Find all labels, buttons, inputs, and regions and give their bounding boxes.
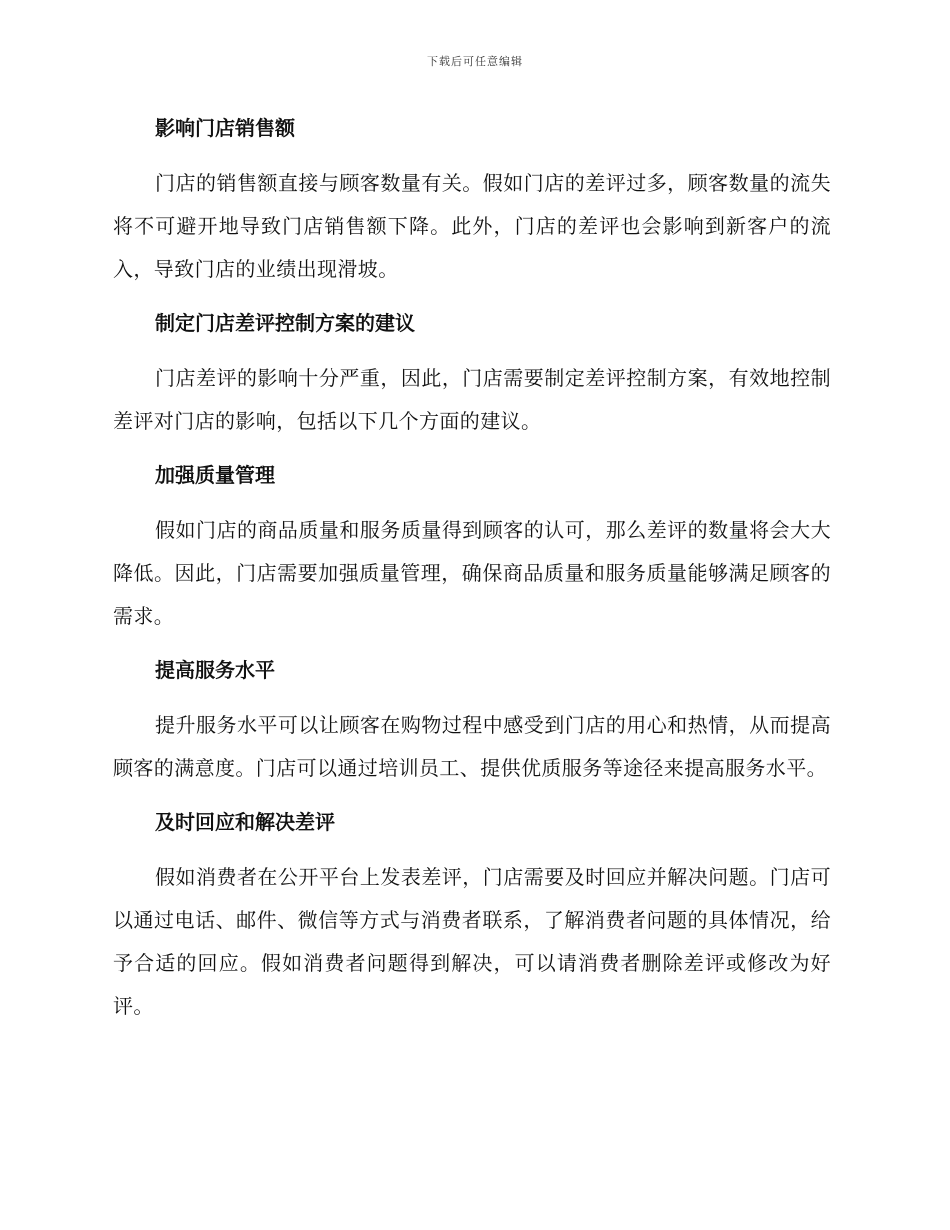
section-heading: 影响门店销售额: [155, 116, 295, 140]
section-heading: 提高服务水平: [155, 658, 275, 682]
section-heading: 及时回应和解决差评: [155, 810, 335, 834]
section-control-plan: [113, 303, 831, 443]
section-quality-management: [113, 455, 831, 638]
section-heading: 加强质量管理: [155, 463, 275, 487]
section-service-level: [113, 650, 831, 790]
section-paragraph: 假如消费者在公开平台上发表差评，门店需要及时回应并解决问题。门店可以通过电话、邮件、微信等方式与消费者联系，了解消费者问题的具体情况，给予合适的回应。假如消费者问题得到解决，可以请消费者删除差评或修改为好评。: [113, 865, 831, 1018]
section-sales-impact: [113, 108, 831, 291]
page-header-note: 下载后可任意编辑: [427, 55, 523, 68]
section-timely-response: [113, 802, 831, 1028]
section-paragraph: 门店差评的影响十分严重，因此，门店需要制定差评控制方案，有效地控制差评对门店的影响，包括以下几个方面的建议。: [113, 366, 831, 433]
section-paragraph: 门店的销售额直接与顾客数量有关。假如门店的差评过多，顾客数量的流失将不可避开地导致门店销售额下降。此外，门店的差评也会影响到新客户的流入，导致门店的业绩出现滑坡。: [113, 171, 831, 281]
section-paragraph: 假如门店的商品质量和服务质量得到顾客的认可，那么差评的数量将会大大降低。因此，门店需要加强质量管理，确保商品质量和服务质量能够满足顾客的需求。: [113, 518, 831, 628]
document-content: [113, 108, 831, 1040]
section-paragraph: 提升服务水平可以让顾客在购物过程中感受到门店的用心和热情，从而提高顾客的满意度。门店可以通过培训员工、提供优质服务等途径来提高服务水平。: [113, 713, 831, 780]
section-heading: 制定门店差评控制方案的建议: [155, 311, 415, 335]
